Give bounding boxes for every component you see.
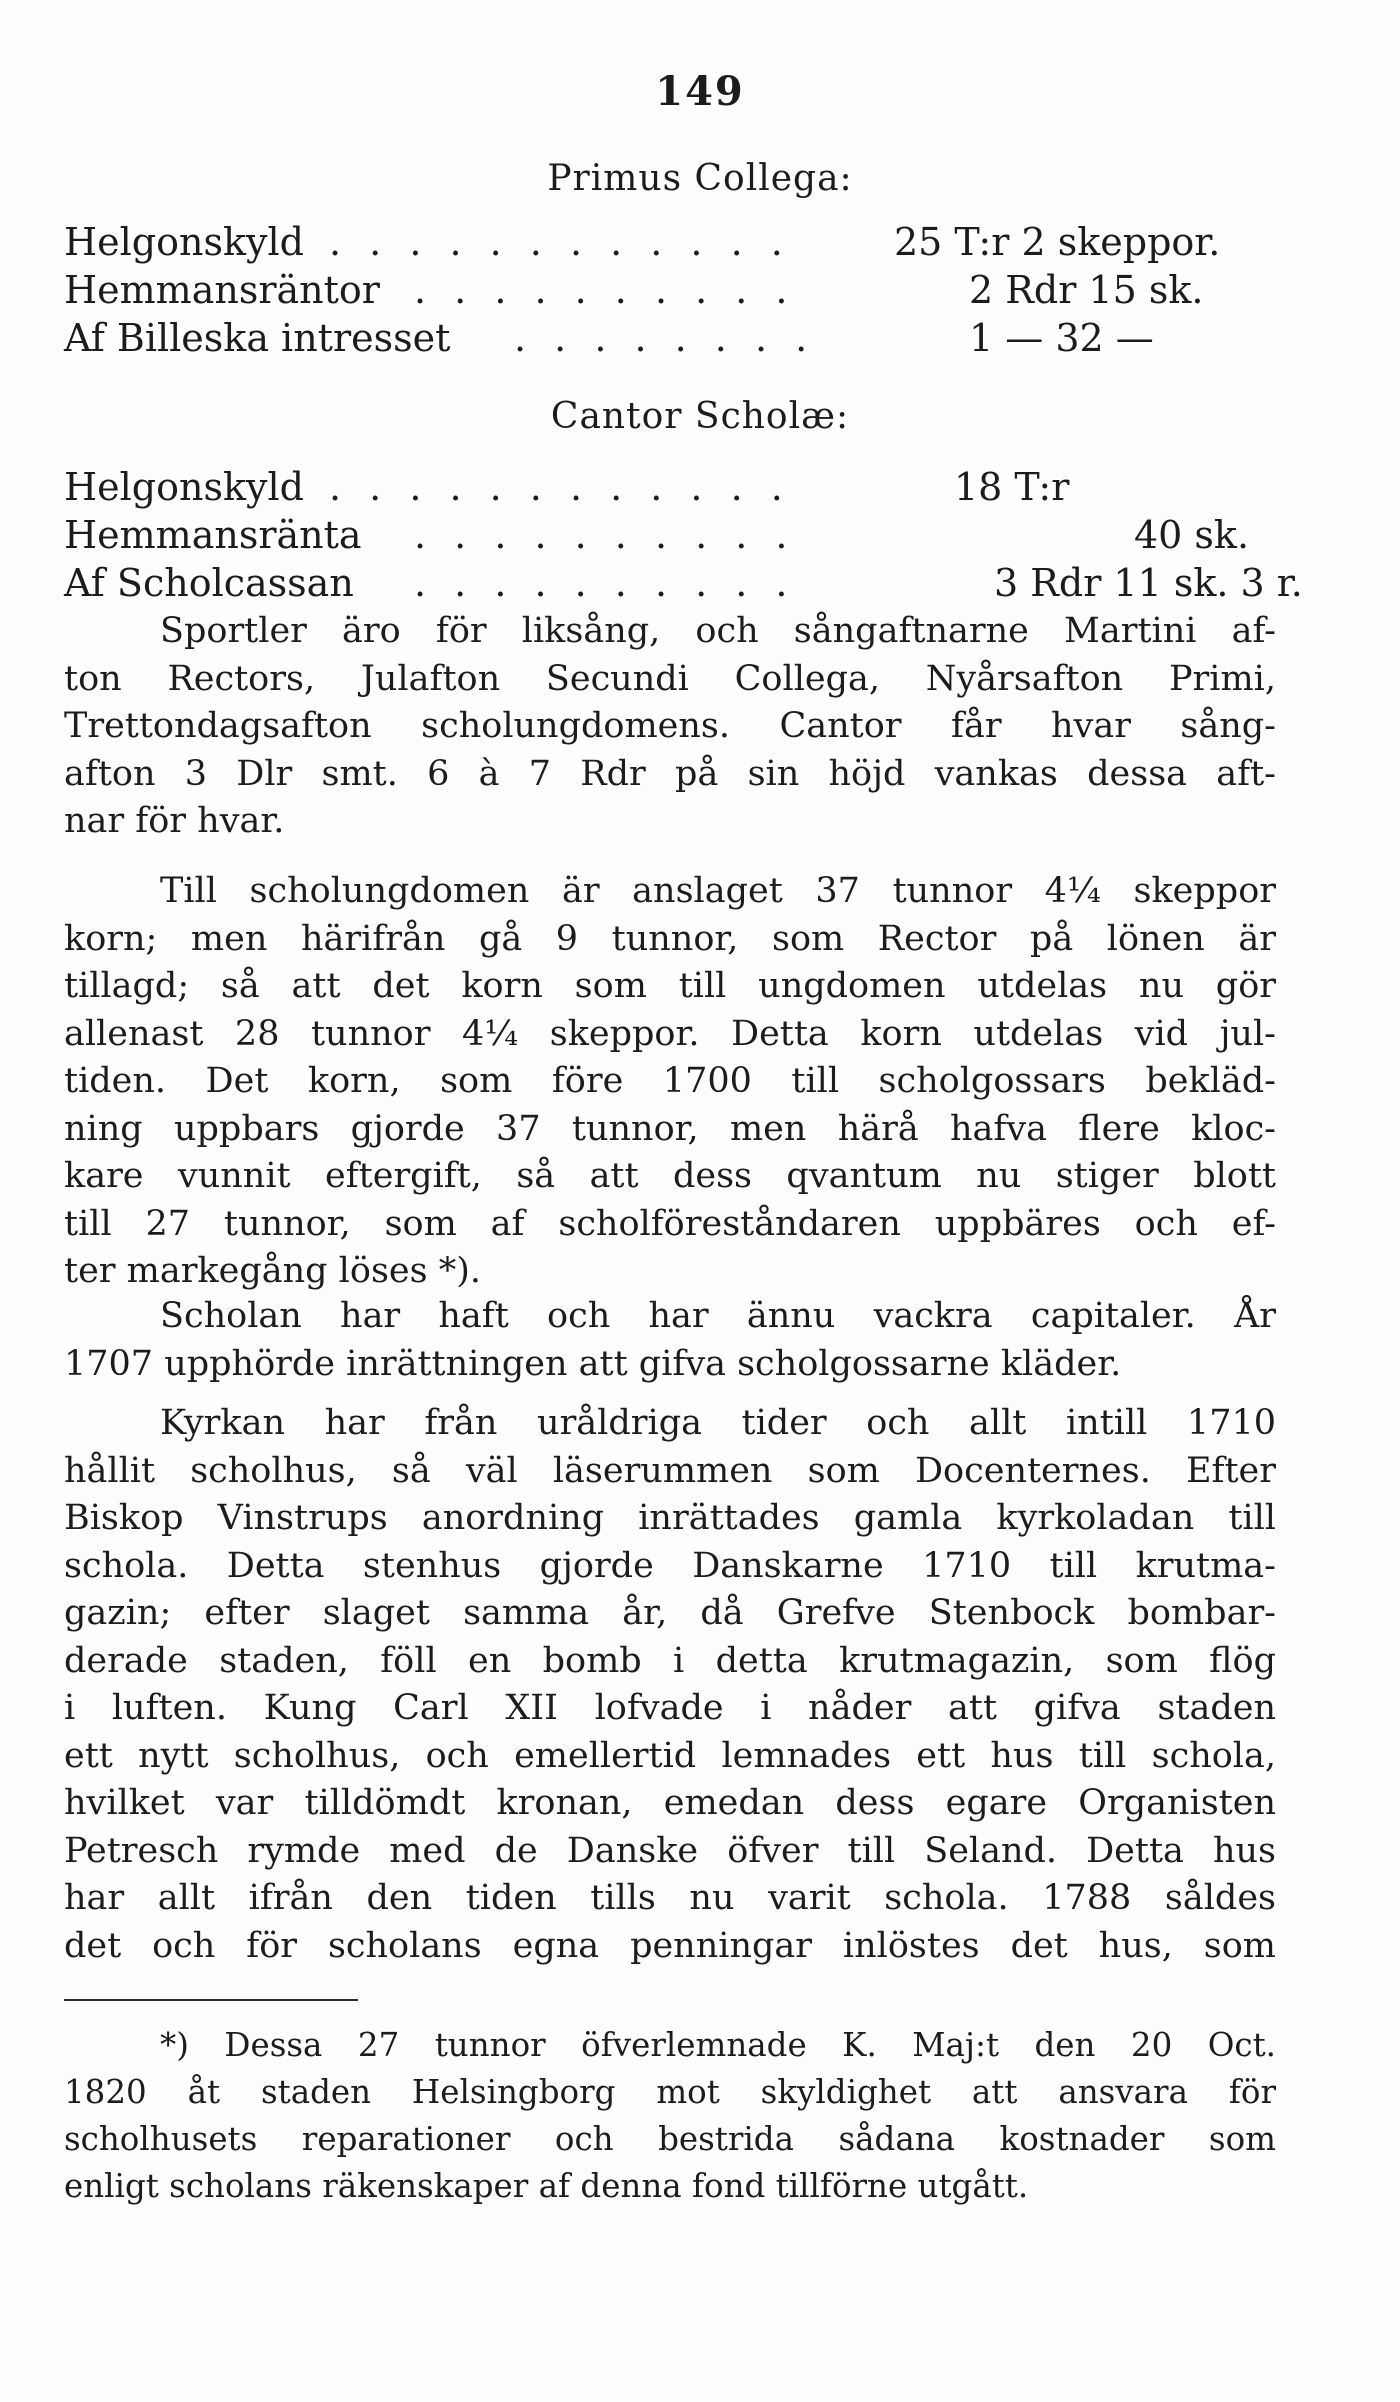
text-line: har allt ifrån den tiden tills nu varit schola. 1788 såldes: [64, 1878, 1276, 1918]
text-line: tillagd; så att det korn som till ungdomen utdelas nu gör: [64, 966, 1276, 1006]
paragraph-sportler: [64, 608, 1276, 846]
ledger-amount: 18 T:r: [954, 465, 1070, 509]
text-line: tiden. Det korn, som före 1700 till scholgossars bekläd-: [64, 1061, 1276, 1101]
text-line: korn; men härifrån gå 9 tunnor, som Rector på lönen är: [64, 918, 1276, 959]
text-line: det och för scholans egna penningar inlöstes det hus, som: [64, 1925, 1276, 1966]
ledger-label: Af Scholcassan: [64, 561, 354, 605]
text-line: schola. Detta stenhus gjorde Danskarne 1710 till krutma-: [64, 1545, 1276, 1586]
text-line: hvilket var tilldömdt kronan, emedan dess egare Organisten: [64, 1783, 1276, 1823]
ledger-label: Helgonskyld: [64, 220, 304, 264]
page-number: 149: [655, 68, 745, 115]
ledger-row: [64, 561, 1303, 607]
ledger-amount: 1 — 32 —: [969, 316, 1154, 360]
paragraph-scholungdomen: [64, 868, 1276, 1296]
text-line: ett nytt scholhus, och emellertid lemnades ett hus till schola,: [64, 1735, 1276, 1776]
text-line: derade staden, föll en bomb i detta krutmagazin, som flög: [64, 1640, 1276, 1681]
text-line: Trettondagsafton scholungdomens. Cantor får hvar sång-: [64, 706, 1276, 746]
text-line: ton Rectors, Julafton Secundi Collega, Nyårsafton Primi,: [64, 658, 1276, 699]
text-line: ter markegång löses *).: [64, 1251, 481, 1291]
ledger-amount: 2 Rdr 15 sk.: [969, 268, 1204, 312]
ledger-dots: . . . . . . . . . . . .: [329, 465, 791, 509]
text-line: kare vunnit eftergift, så att dess qvantum nu stiger blott: [64, 1156, 1276, 1196]
ledger-row: [64, 465, 1244, 511]
text-line: Petresch rymde med de Danske öfver till Seland. Detta hus: [64, 1830, 1276, 1871]
ledger-dots: . . . . . . . . . . . .: [329, 220, 791, 264]
ledger-label: Helgonskyld: [64, 465, 304, 509]
footnote: [64, 2022, 1276, 2210]
primus-heading: Primus Collega:: [547, 158, 853, 199]
ledger-dots: . . . . . . . .: [514, 316, 816, 360]
ledger-dots: . . . . . . . . . .: [414, 268, 796, 312]
ledger-amount: 25 T:r 2 skeppor.: [894, 220, 1221, 264]
footnote-line: *) Dessa 27 tunnor öfverlemnade K. Maj:t den 20 Oct.: [160, 2026, 1276, 2064]
text-line: Till scholungdomen är anslaget 37 tunnor 4¼ skeppor: [160, 871, 1276, 911]
text-line: 1707 upphörde inrättningen att gifva scholgossarne kläder.: [64, 1343, 1122, 1384]
paragraph-kyrkan: [64, 1400, 1276, 1970]
cantor-heading: Cantor Scholæ:: [550, 396, 850, 437]
ledger-label: Hemmansräntor: [64, 268, 380, 312]
text-line: till 27 tunnor, som af scholföreståndaren uppbäres och ef-: [64, 1203, 1276, 1244]
ledger-dots: . . . . . . . . . .: [414, 561, 796, 605]
ledger-amount: 3 Rdr 11 sk. 3 r.: [994, 561, 1303, 605]
ledger-row: [64, 268, 1244, 314]
footnote-line: enligt scholans räkenskaper af denna fond tillförne utgått.: [64, 2167, 1029, 2205]
ledger-row: [64, 316, 1244, 362]
text-line: Sportler äro för liksång, och sångaftnarne Martini af-: [160, 611, 1276, 651]
ledger-amount: 40 sk.: [1134, 513, 1250, 557]
text-line: hållit scholhus, så väl läserummen som Docenternes. Efter: [64, 1450, 1276, 1491]
text-line: Kyrkan har från uråldriga tider och allt intill 1710: [160, 1403, 1276, 1443]
footnote-line: scholhusets reparationer och bestrida sådana kostnader som: [64, 2120, 1276, 2158]
text-line: gazin; efter slaget samma år, då Grefve Stenbock bombar-: [64, 1593, 1276, 1633]
text-line: afton 3 Dlr smt. 6 à 7 Rdr på sin höjd vankas dessa aft-: [64, 753, 1276, 794]
ledger-row: [64, 513, 1250, 559]
text-line: Scholan har haft och har ännu vackra capitaler. År: [160, 1296, 1276, 1336]
ledger-label: Af Billeska intresset: [64, 316, 451, 360]
footnote-divider: [64, 1999, 358, 2001]
ledger-row: [64, 220, 1244, 266]
ledger-dots: . . . . . . . . . .: [414, 513, 796, 557]
text-line: ning uppbars gjorde 37 tunnor, men härå hafva flere kloc-: [64, 1108, 1276, 1149]
text-line: allenast 28 tunnor 4¼ skeppor. Detta korn utdelas vid jul-: [64, 1013, 1276, 1054]
text-line: nar för hvar.: [64, 801, 285, 841]
ledger-label: Hemmansränta: [64, 513, 362, 557]
footnote-line: 1820 åt staden Helsingborg mot skyldighet att ansvara för: [64, 2073, 1276, 2111]
paragraph-capitaler: [64, 1293, 1276, 1388]
text-line: Biskop Vinstrups anordning inrättades gamla kyrkoladan till: [64, 1498, 1276, 1538]
text-line: i luften. Kung Carl XII lofvade i nåder att gifva staden: [64, 1688, 1276, 1728]
